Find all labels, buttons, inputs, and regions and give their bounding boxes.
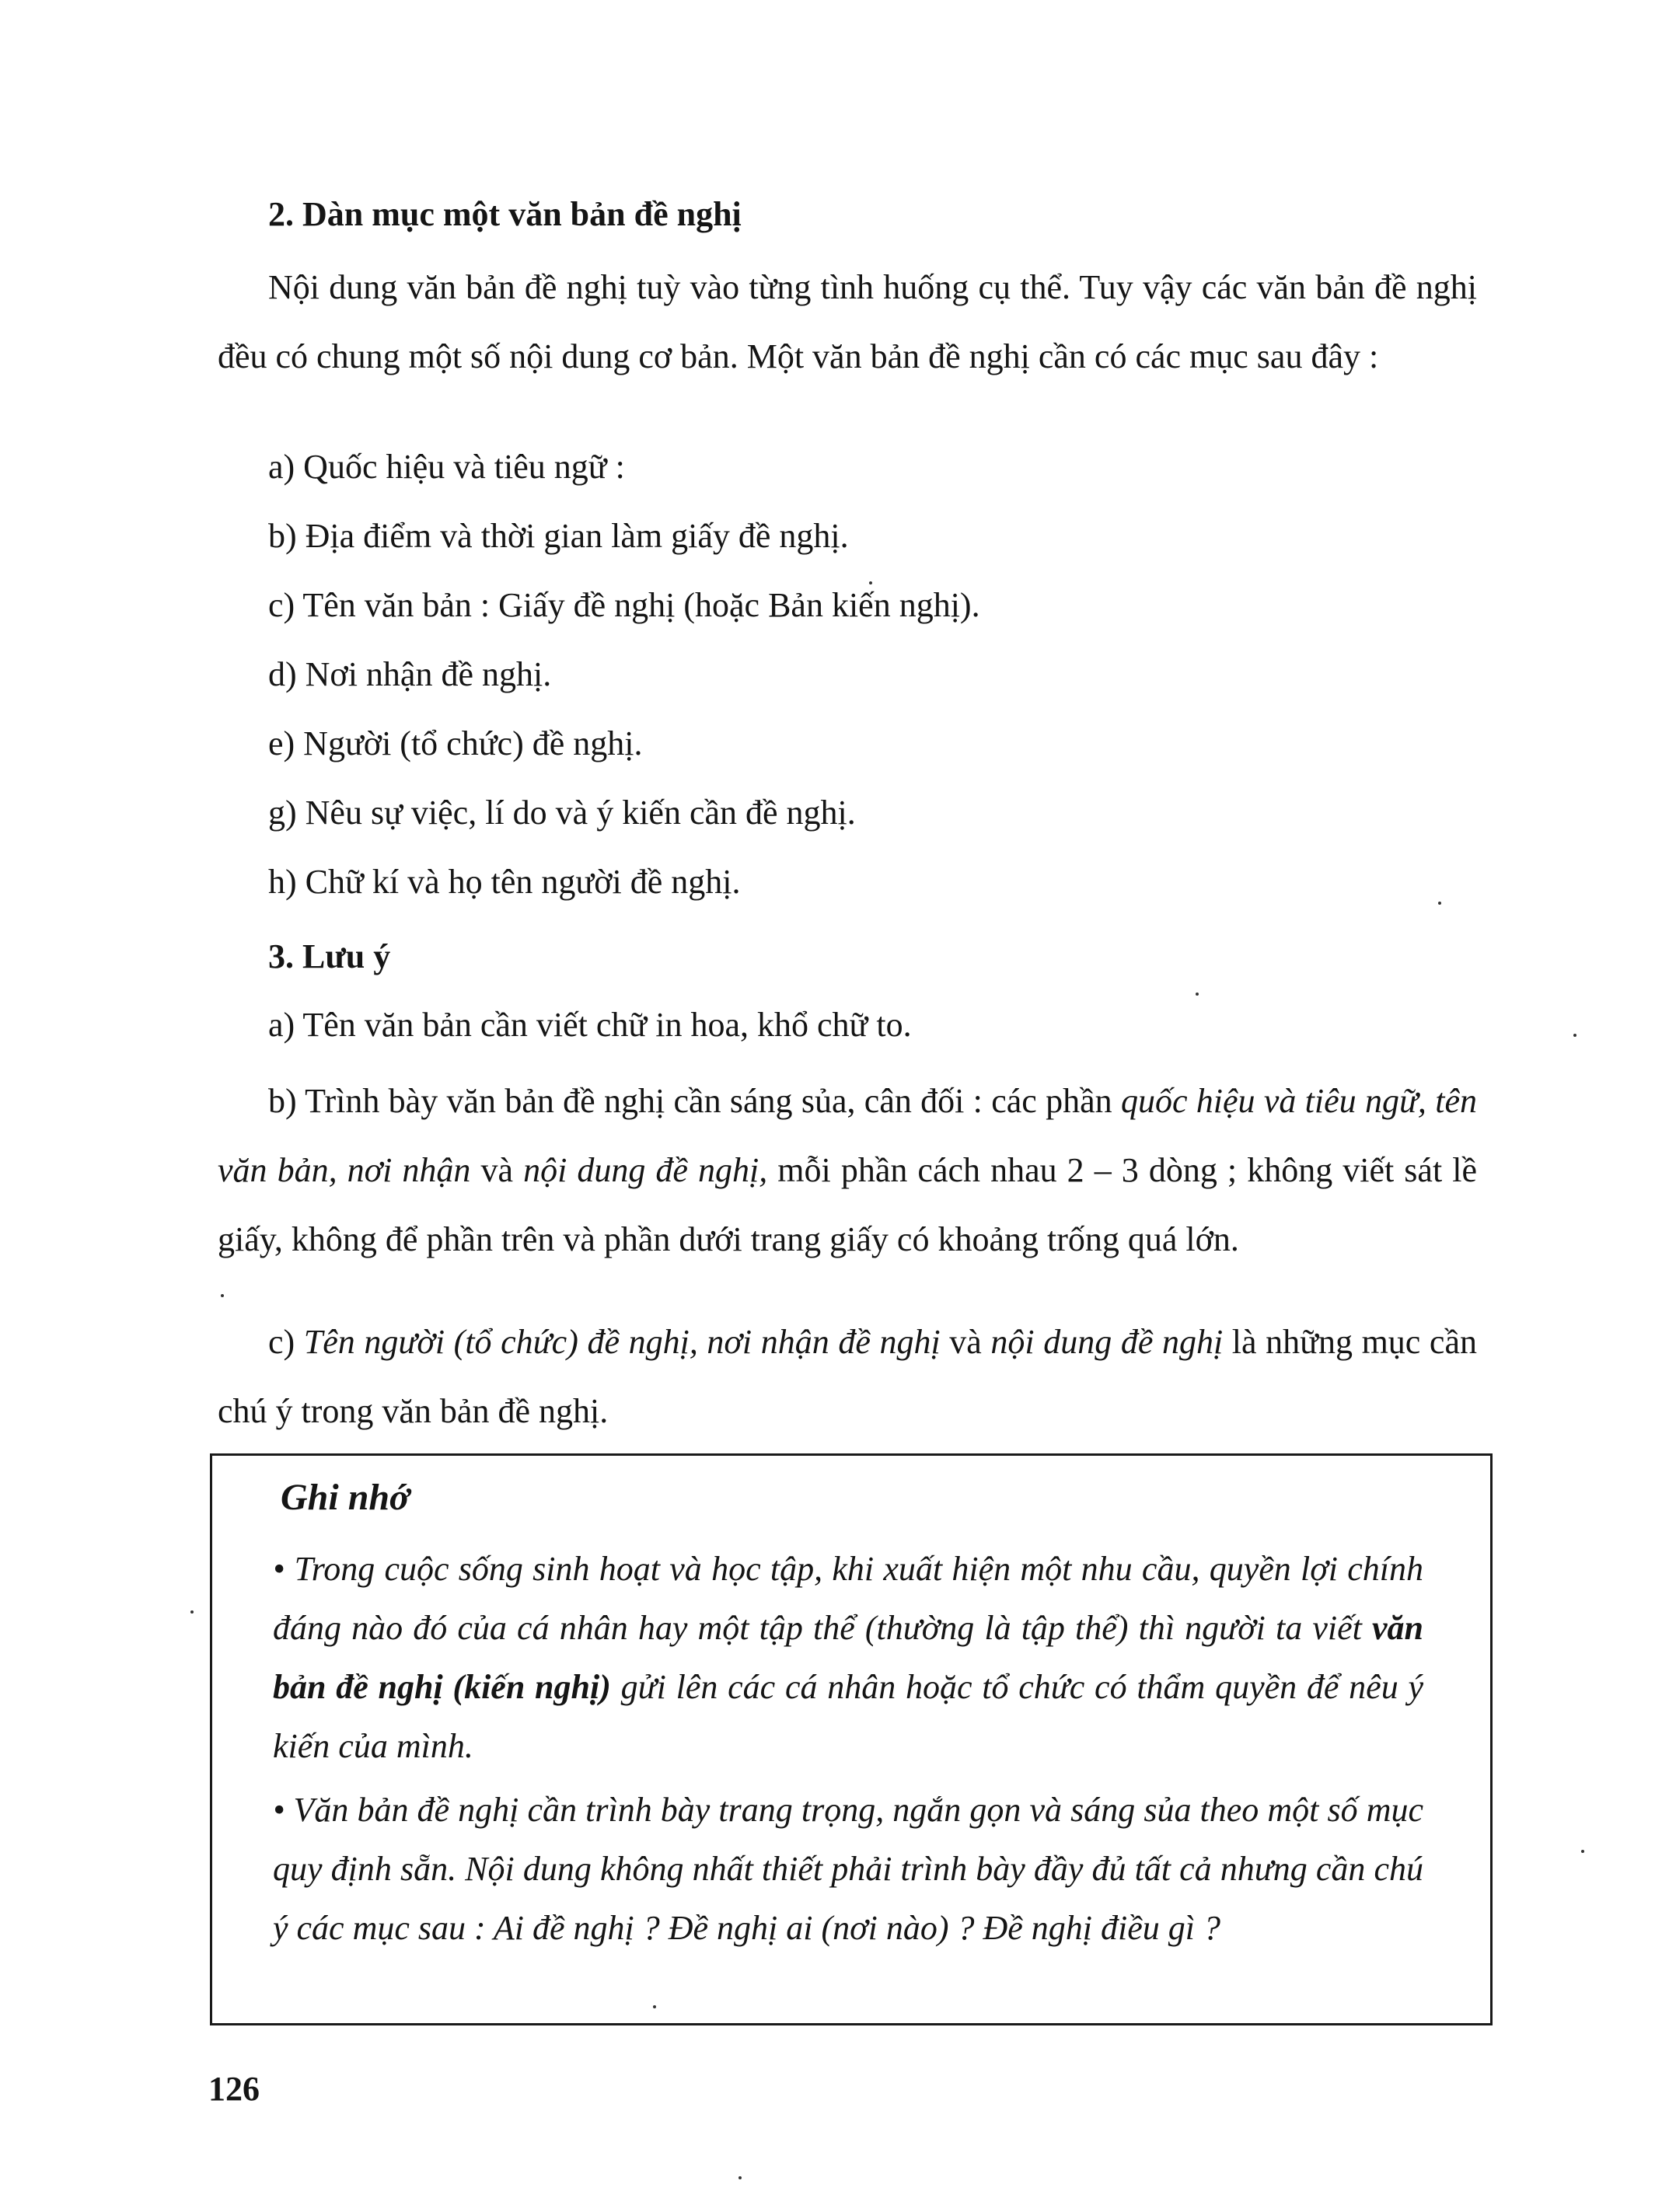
scan-speck (869, 581, 872, 584)
list-item-c: c) Tên văn bản : Giấy đề nghị (hoặc Bản kiến nghị). (268, 586, 980, 624)
bullet-dot-icon: • (273, 1791, 285, 1829)
list-item-g: g) Nêu sự việc, lí do và ý kiến cần đề nghị. (268, 794, 856, 832)
list-item-h: h) Chữ kí và họ tên người đề nghị. (268, 863, 741, 901)
ghi-nho-bullet-2: • Văn bản đề nghị cần trình bày trang trọng, ngắn gọn và sáng sủa theo một số mục quy định sẵn. Nội dung không nhất thiết phải trình bày đầy đủ tất cả nhưng cần chú ý các mục sau : Ai đề nghị ? Đề nghị ai (nơi nào) ? Đề nghị điều gì ? (273, 1791, 1423, 1947)
section-2-intro: Nội dung văn bản đề nghị tuỳ vào từng tình huống cụ thể. Tuy vậy các văn bản đề nghị đều có chung một số nội dung cơ bản. Một văn bản đề nghị cần có các mục sau đây : (218, 268, 1477, 375)
note-item-c: c) Tên người (tổ chức) đề nghị, nơi nhận đề nghị và nội dung đề nghị là những mục cần chú ý trong văn bản đề nghị. (218, 1323, 1477, 1430)
list-item-d: d) Nơi nhận đề nghị. (268, 655, 552, 693)
page-number: 126 (208, 2070, 260, 2108)
section-3-heading: 3. Lưu ý (268, 937, 391, 975)
bullet-dot-icon: • (273, 1550, 285, 1588)
scan-speck (1581, 1850, 1584, 1853)
note-item-a: a) Tên văn bản cần viết chữ in hoa, khổ chữ to. (268, 1006, 912, 1044)
scan-speck (1196, 993, 1199, 996)
ghi-nho-box (210, 1453, 1493, 2025)
list-item-b: b) Địa điểm và thời gian làm giấy đề nghị. (268, 517, 849, 555)
scan-speck (1573, 1034, 1576, 1037)
ghi-nho-title: Ghi nhớ (281, 1477, 410, 1518)
scan-speck (221, 1294, 224, 1297)
scan-speck (190, 1610, 194, 1614)
scan-speck (653, 2005, 656, 2008)
list-item-e: e) Người (tổ chức) đề nghị. (268, 724, 643, 762)
ghi-nho-bullet-1: • Trong cuộc sống sinh hoạt và học tập, khi xuất hiện một nhu cầu, quyền lợi chính đáng nào đó của cá nhân hay một tập thể (thường là tập thể) thì người ta viết văn bản đề nghị (kiến nghị) gửi lên các cá nhân hoặc tổ chức có thẩm quyền để nêu ý kiến của mình. (273, 1550, 1423, 1765)
scan-speck (738, 2176, 742, 2179)
section-2-heading: 2. Dàn mục một văn bản đề nghị (268, 195, 742, 233)
scan-speck (1438, 902, 1441, 905)
list-item-a: a) Quốc hiệu và tiêu ngữ : (268, 448, 625, 486)
note-item-b: b) Trình bày văn bản đề nghị cần sáng sủa, cân đối : các phần quốc hiệu và tiêu ngữ, tên văn bản, nơi nhận và nội dung đề nghị, mỗi phần cách nhau 2 – 3 dòng ; không viết sát lề giấy, không để phần trên và phần dưới trang giấy có khoảng trống quá lớn. (218, 1082, 1477, 1258)
